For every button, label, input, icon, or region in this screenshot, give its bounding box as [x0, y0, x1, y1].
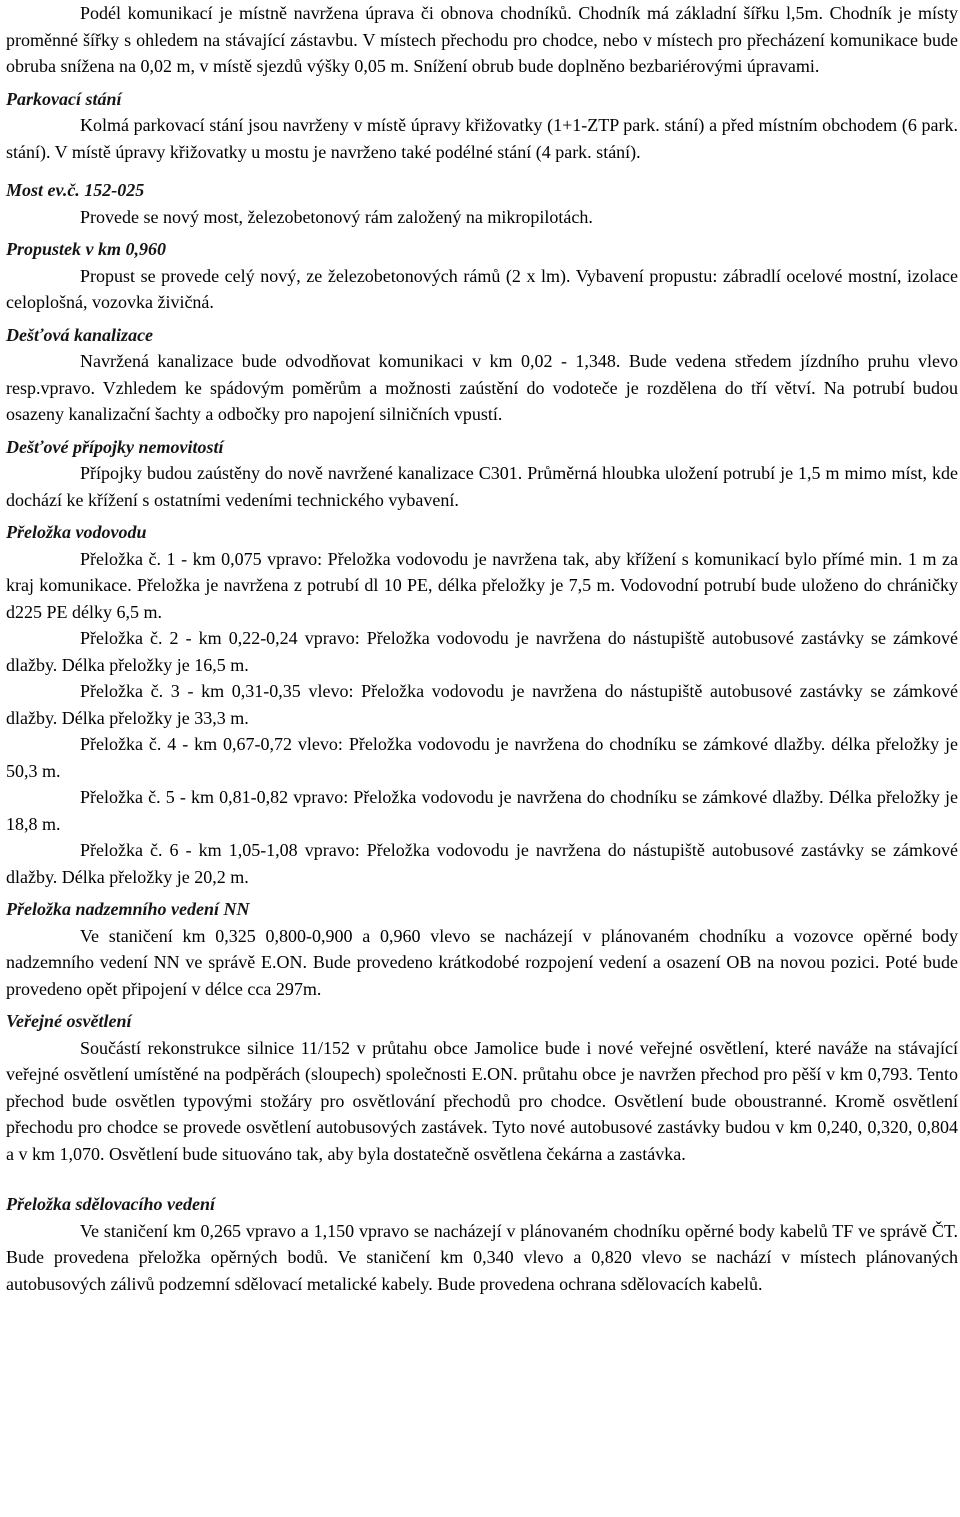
section-paragraph: Propust se provede celý nový, ze železobetonových rámů (2 x lm). Vybavení propustu: zábradlí ocelové mostní, izolace celoplošná, vozovka živičná.	[6, 265, 958, 312]
document-page	[6, 0, 958, 1297]
section-heading-telecom-relocation: Přeložka sdělovacího vedení	[6, 1194, 215, 1214]
section-paragraph: Přeložka č. 2 - km 0,22-0,24 vpravo: Přeložka vodovodu je navržena do nástupiště autobusové zastávky se zámkové dlažby. Délka přeložky je 16,5 m.	[6, 628, 958, 675]
section-heading-culvert: Propustek v km 0,960	[6, 239, 166, 259]
section-heading-storm-sewer: Dešťová kanalizace	[6, 324, 154, 345]
section-paragraph: Ve staničení km 0,265 vpravo a 1,150 vpravo se nacházejí v plánovaném chodníku opěrné body kabelů TF ve správě ČT. Bude provedena přeložka opěrných bodů. Ve staničení km 0,340 vlevo a 0,820 vlevo se nachází v místech plánovaných autobusových zálivů podzemní sdělovací metalické kabely. Bude provedena ochrana sdělovacích kabelů.	[6, 1220, 958, 1294]
section-paragraph: Přeložka č. 1 - km 0,075 vpravo: Přeložka vodovodu je navržena tak, aby křížení s komunikací bylo přímé min. 1 m za kraj komunikace. Přeložka je navržena z potrubí dl 10 PE, délka přeložky je 7,5 m. Vodovodní potrubí bude uloženo do chráničky d225 PE délky 6,5 m.	[6, 548, 958, 622]
section-paragraph: Ve staničení km 0,325 0,800-0,900 a 0,960 vlevo se nacházejí v plánovaném chodníku a vozovce opěrné body nadzemního vedení NN ve správě E.ON. Bude provedeno krátkodobé rozpojení vedení a osazení OB na novou pozici. Poté bude provedeno opět připojení v délce cca 297m.	[6, 925, 958, 999]
section-paragraph: Přípojky budou zaústěny do nově navržené kanalizace C301. Průměrná hloubka uložení potrubí je 1,5 m mimo míst, kde dochází ke křížení s ostatními vedeními technického vybavení.	[6, 463, 958, 510]
section-paragraph: Provede se nový most, železobetonový rám založený na mikropilotách.	[80, 206, 593, 227]
section-paragraph: Přeložka č. 4 - km 0,67-0,72 vlevo: Přeložka vodovodu je navržena do chodníku se zámkové dlažby. délka přeložky je 50,3 m.	[6, 734, 958, 781]
section-paragraph: Přeložka č. 3 - km 0,31-0,35 vlevo: Přeložka vodovodu je navržena do nástupiště autobusové zastávky se zámkové dlažby. Délka přeložky je 33,3 m.	[6, 681, 958, 728]
section-heading-water-relocation: Přeložka vodovodu	[6, 522, 147, 542]
section-heading-storm-connections: Dešťové přípojky nemovitostí	[6, 436, 224, 457]
section-heading-bridge: Most ev.č. 152-025	[6, 180, 145, 200]
intro-paragraph: Podél komunikací je místně navržena úprava či obnova chodníků. Chodník má základní šířku l,5m. Chodník je místy proměnné šířky s ohledem na stávající zástavbu. V místech přechodu pro chodce, nebo v místech pro přecházení komunikace bude obruba snížena na 0,02 m, v místě sjezdů výšky 0,05 m. Snížení obrub bude doplněno bezbariérovými úpravami.	[6, 3, 958, 76]
section-paragraph: Navržená kanalizace bude odvodňovat komunikaci v km 0,02 - 1,348. Bude vedena středem jízdního pruhu vlevo resp.vpravo. Vzhledem ke spádovým poměrům a možnosti zaústění do vodoteče je rozdělena do tří větví. Na potrubí budou osazeny kanalizační šachty a odbočky pro napojení silničních vpustí.	[6, 351, 958, 424]
section-heading-overhead-line: Přeložka nadzemního vedení NN	[6, 899, 250, 919]
section-heading-public-lighting: Veřejné osvětlení	[6, 1011, 132, 1031]
section-paragraph: Přeložka č. 5 - km 0,81-0,82 vpravo: Přeložka vodovodu je navržena do chodníku se zámkové dlažby. Délka přeložky je 18,8 m.	[6, 787, 958, 834]
section-paragraph: Součástí rekonstrukce silnice 11/152 v průtahu obce Jamolice bude i nové veřejné osvětlení, které naváže na stávající veřejné osvětlení umístěné na podpěrách (sloupech) společnosti E.ON. průtahu obce je navržen přechod pro pěší v km 0,793. Tento přechod bude osvětlen typovými stožáry pro osvětlování přechodů pro chodce. Osvětlení bude oboustranné. Kromě osvětlení přechodu pro chodce se provede osvětlení autobusových zastávek. Tyto nové autobusové zastávky budou v km 0,240, 0,320, 0,804 a v km 1,070. Osvětlení bude situováno tak, aby byla dostatečně osvětlena čekárna a zastávka.	[6, 1037, 958, 1164]
section-paragraph: Kolmá parkovací stání jsou navrženy v místě úpravy křižovatky (1+1-ZTP park. stání) a před místním obchodem (6 park. stání). V místě úpravy křižovatky u mostu je navrženo také podélné stání (4 park. stání).	[6, 115, 958, 162]
section-heading-parking: Parkovací stání	[6, 88, 122, 109]
section-paragraph: Přeložka č. 6 - km 1,05-1,08 vpravo: Přeložka vodovodu je navržena do nástupiště autobusové zastávky se zámkové dlažby. Délka přeložky je 20,2 m.	[6, 840, 958, 887]
